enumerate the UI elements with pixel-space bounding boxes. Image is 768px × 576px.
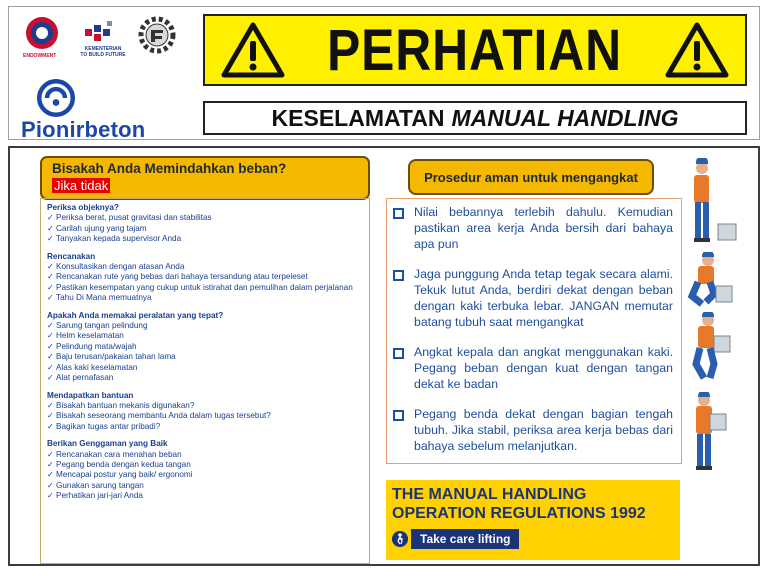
check-icon: ✓ xyxy=(47,400,54,410)
check-icon: ✓ xyxy=(47,362,54,372)
checklist-section xyxy=(47,311,363,384)
list-item xyxy=(47,234,363,244)
list-item xyxy=(47,491,363,501)
list-item-text: Alat pernafasan xyxy=(56,373,114,383)
section-title: Mendapatkan bantuan xyxy=(47,390,134,400)
section-title: Periksa objeknya? xyxy=(47,203,119,212)
header-area xyxy=(8,6,760,140)
check-icon: ✓ xyxy=(47,373,54,383)
check-icon: ✓ xyxy=(47,352,54,362)
list-item-text: Perhatikan jari-jari Anda xyxy=(56,491,143,501)
list-item-text: Bisakah bantuan mekanis digunakan? xyxy=(56,400,195,410)
pionirbeton-brand: Pionirbeton xyxy=(21,117,146,142)
list-item-text: Bisakah seseorang membantu Anda dalam tugas tersebut? xyxy=(56,411,271,421)
procedure-step xyxy=(393,204,673,252)
checklist-panel xyxy=(40,198,370,564)
checklist-section xyxy=(47,203,363,245)
list-item xyxy=(47,481,363,491)
list-item-text: Pegang benda dengan kedua tangan xyxy=(56,459,191,469)
subtitle-normal: KESELAMATAN xyxy=(271,104,445,131)
lifting-figure-carrying-icon xyxy=(684,392,744,472)
check-icon: ✓ xyxy=(47,459,54,469)
check-icon: ✓ xyxy=(47,321,54,331)
check-icon: ✓ xyxy=(47,480,54,490)
check-icon: ✓ xyxy=(47,282,54,292)
list-item xyxy=(47,224,363,234)
check-icon: ✓ xyxy=(47,331,54,341)
section-title: Rencanakan xyxy=(47,251,96,261)
list-item xyxy=(47,352,363,362)
step-text: Angkat kepala dan angkat menggunakan kaki. Pegang beban dengan kuat dengan tangan dekat ke badan xyxy=(414,345,673,391)
checklist-section xyxy=(47,391,363,433)
main-content xyxy=(8,146,760,566)
list-item-text: Tanyakan kepada supervisor Anda xyxy=(56,234,182,244)
lifting-figure-bending-icon xyxy=(684,252,744,308)
kementerian-label xyxy=(69,46,137,58)
pionirbeton-logo-icon xyxy=(37,79,75,117)
list-item xyxy=(47,331,363,341)
check-icon: ✓ xyxy=(47,421,54,431)
person-lifting-icon xyxy=(392,531,408,547)
step-text: Nilai bebannya terlebih dahulu. Kemudian pastikan area kerja Anda bersih dari bahaya apa pun xyxy=(414,205,673,251)
section-title: Berikan Genggaman yang Baik xyxy=(47,439,168,449)
list-item xyxy=(47,272,363,282)
check-icon: ✓ xyxy=(47,272,54,282)
check-icon: ✓ xyxy=(47,234,54,244)
list-item xyxy=(47,293,363,303)
regulations-banner xyxy=(386,480,680,560)
kementerian-logo xyxy=(83,19,121,47)
warning-icon xyxy=(221,21,285,79)
list-item xyxy=(47,342,363,352)
step-text: Jaga punggung Anda tetap tegak secara alami. Tekuk lutut Anda, berdiri dekat dengan beban dengan kaki terbuka lebar. JANGAN memutar batang tubuh saat mengangkat xyxy=(414,267,673,329)
list-item xyxy=(47,422,363,432)
check-icon: ✓ xyxy=(47,470,54,480)
list-item-text: Rencanakan rute yang bebas dari bahaya tersandung atau terpeleset xyxy=(56,272,308,282)
endowment-label: ENDOWMENT xyxy=(23,53,57,59)
take-care-label: Take care lifting xyxy=(411,529,519,549)
if-not-label: Jika tidak xyxy=(54,178,109,193)
square-bullet-icon xyxy=(393,348,404,359)
procedure-title: Prosedur aman untuk mengangkat xyxy=(424,169,638,185)
list-item-text: Bagikan tugas antar pribadi? xyxy=(56,421,161,431)
check-icon: ✓ xyxy=(47,491,54,501)
list-item-text: Tahu Di Mana memuatnya xyxy=(56,293,152,303)
check-icon: ✓ xyxy=(47,213,54,223)
list-item-text: Pelindung mata/wajah xyxy=(56,341,137,351)
check-icon: ✓ xyxy=(47,411,54,421)
procedure-step xyxy=(393,266,673,330)
list-item xyxy=(47,450,363,460)
list-item xyxy=(47,262,363,272)
check-icon: ✓ xyxy=(47,293,54,303)
list-item xyxy=(47,321,363,331)
check-icon: ✓ xyxy=(47,223,54,233)
procedure-title-box xyxy=(408,159,654,195)
checklist-section xyxy=(47,252,363,304)
list-item-text: Rencanakan cara menahan beban xyxy=(56,449,182,459)
lifting-figure-lifting-icon xyxy=(684,312,744,384)
regs-line2: OPERATION REGULATIONS 1992 xyxy=(392,505,646,522)
list-item-text: Sarung tangan pelindung xyxy=(56,321,148,331)
perhatian-banner xyxy=(203,14,747,86)
procedure-step xyxy=(393,406,673,454)
check-icon: ✓ xyxy=(47,262,54,272)
square-bullet-icon xyxy=(393,208,404,219)
list-item xyxy=(47,213,363,223)
kementerian-line2: TO BUILD FUTURE xyxy=(80,52,126,58)
square-bullet-icon xyxy=(393,270,404,281)
list-item-text: Konsultasikan dengan atasan Anda xyxy=(56,262,185,272)
procedure-panel xyxy=(386,198,682,464)
list-item-text: Alas kaki keselamatan xyxy=(56,362,138,372)
question-box xyxy=(40,156,370,200)
check-icon: ✓ xyxy=(47,449,54,459)
checklist-section xyxy=(47,439,363,501)
list-item xyxy=(47,363,363,373)
procedure-step xyxy=(393,344,673,392)
section-title: Apakah Anda memakai peralatan yang tepat? xyxy=(47,310,224,320)
list-item xyxy=(47,401,363,411)
list-item xyxy=(47,470,363,480)
kementerian-line1: KEMENTERIAN xyxy=(84,46,122,52)
regs-line1: THE MANUAL HANDLING xyxy=(392,486,587,503)
list-item-text: Helm keselamatan xyxy=(56,331,124,341)
check-icon: ✓ xyxy=(47,341,54,351)
square-bullet-icon xyxy=(393,410,404,421)
lifting-figure-standing-icon xyxy=(684,158,744,250)
warning-icon xyxy=(665,21,729,79)
list-item xyxy=(47,460,363,470)
list-item xyxy=(47,373,363,383)
list-item-text: Periksa berat, pusat gravitasi dan stabilitas xyxy=(56,213,212,223)
subtitle-italic: MANUAL HANDLING xyxy=(451,104,679,131)
subtitle-box xyxy=(203,101,747,135)
gear-logo xyxy=(137,15,177,55)
list-item xyxy=(47,411,363,421)
list-item-text: Carilah ujung yang tajam xyxy=(56,223,147,233)
list-item-text: Baju terusan/pakaian tahan lama xyxy=(56,352,176,362)
list-item-text: Pastikan kesempatan yang cukup untuk istirahat dan pemulihan dalam perjalanan xyxy=(56,282,353,292)
take-care-row xyxy=(392,529,674,549)
banner-title: PERHATIAN xyxy=(327,17,623,83)
list-item-text: Mencapai postur yang baik/ ergonomi xyxy=(56,470,193,480)
list-item xyxy=(47,283,363,293)
list-item-text: Gunakan sarung tangan xyxy=(56,480,144,490)
question-text: Bisakah Anda Memindahkan beban? xyxy=(52,161,287,176)
step-text: Pegang benda dekat dengan bagian tengah tubuh. Jika stabil, periksa area kerja bebas dari bahaya sebelum melanjutkan. xyxy=(414,407,673,453)
